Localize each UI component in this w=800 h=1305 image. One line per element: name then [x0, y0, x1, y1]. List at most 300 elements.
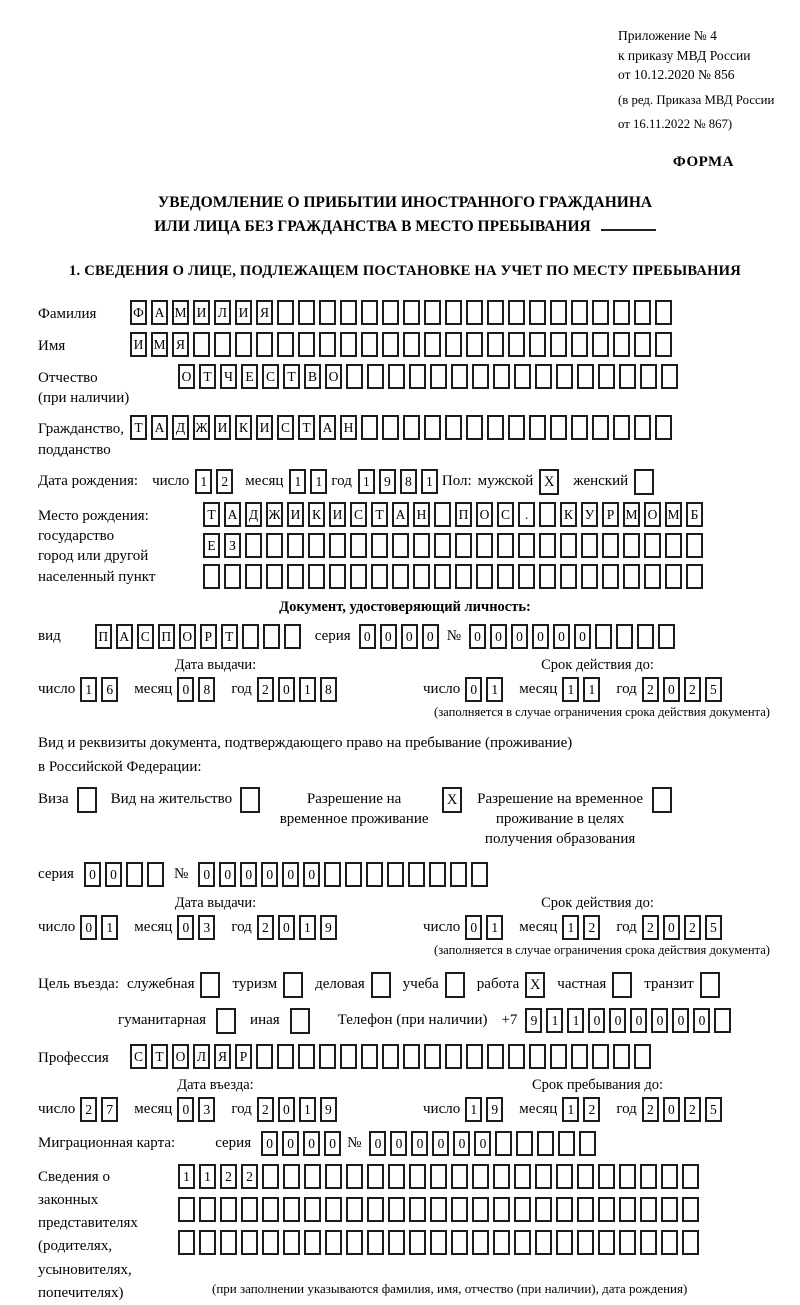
char-cell[interactable] [466, 300, 483, 325]
char-cell[interactable] [577, 1230, 594, 1255]
char-cell[interactable]: 2 [642, 915, 659, 940]
char-cell[interactable]: 0 [261, 862, 278, 887]
char-cell[interactable] [665, 564, 682, 589]
char-cell[interactable] [661, 1197, 678, 1222]
char-cell[interactable]: П [158, 624, 175, 649]
purpose-study-checkbox[interactable] [445, 972, 465, 998]
char-cell[interactable]: 1 [486, 677, 503, 702]
char-cell[interactable] [529, 1044, 546, 1069]
char-cell[interactable]: К [560, 502, 577, 527]
char-cell[interactable] [535, 364, 552, 389]
char-cell[interactable] [403, 415, 420, 440]
char-cell[interactable]: М [151, 332, 168, 357]
char-cell[interactable] [193, 332, 210, 357]
char-cell[interactable]: И [130, 332, 147, 357]
char-cell[interactable]: 0 [511, 624, 528, 649]
char-cell[interactable] [592, 332, 609, 357]
char-cell[interactable] [430, 1197, 447, 1222]
char-cell[interactable]: Т [283, 364, 300, 389]
char-cell[interactable]: Е [241, 364, 258, 389]
char-cell[interactable]: 0 [177, 1097, 194, 1122]
char-cell[interactable] [256, 1044, 273, 1069]
char-cell[interactable] [235, 332, 252, 357]
char-cell[interactable] [361, 300, 378, 325]
char-cell[interactable] [371, 564, 388, 589]
char-cell[interactable] [556, 364, 573, 389]
char-cell[interactable]: 1 [567, 1008, 584, 1033]
purpose-humanitarian-checkbox[interactable] [216, 1008, 236, 1034]
char-cell[interactable] [325, 1197, 342, 1222]
char-cell[interactable] [516, 1131, 533, 1156]
char-cell[interactable]: 2 [257, 1097, 274, 1122]
char-cell[interactable] [592, 300, 609, 325]
char-cell[interactable] [619, 1164, 636, 1189]
visa-checkbox[interactable] [77, 787, 97, 813]
char-cell[interactable] [598, 1197, 615, 1222]
char-cell[interactable] [571, 300, 588, 325]
char-cell[interactable] [508, 300, 525, 325]
purpose-tourism-checkbox[interactable] [283, 972, 303, 998]
char-cell[interactable] [403, 1044, 420, 1069]
char-cell[interactable] [592, 415, 609, 440]
char-cell[interactable] [661, 1230, 678, 1255]
char-cell[interactable] [325, 1164, 342, 1189]
char-cell[interactable]: Я [256, 300, 273, 325]
char-cell[interactable]: И [193, 300, 210, 325]
char-cell[interactable]: И [235, 300, 252, 325]
char-cell[interactable]: 0 [465, 677, 482, 702]
char-cell[interactable]: С [497, 502, 514, 527]
char-cell[interactable] [242, 624, 259, 649]
char-cell[interactable]: 0 [105, 862, 122, 887]
char-cell[interactable]: 2 [241, 1164, 258, 1189]
char-cell[interactable]: Д [172, 415, 189, 440]
char-cell[interactable] [388, 1164, 405, 1189]
char-cell[interactable]: Р [235, 1044, 252, 1069]
char-cell[interactable]: М [665, 502, 682, 527]
char-cell[interactable] [451, 1197, 468, 1222]
char-cell[interactable]: 1 [358, 469, 375, 494]
char-cell[interactable]: 2 [684, 677, 701, 702]
char-cell[interactable] [214, 332, 231, 357]
char-cell[interactable] [283, 1197, 300, 1222]
char-cell[interactable]: А [151, 415, 168, 440]
char-cell[interactable] [178, 1230, 195, 1255]
char-cell[interactable]: 3 [198, 1097, 215, 1122]
char-cell[interactable] [539, 502, 556, 527]
char-cell[interactable]: 1 [465, 1097, 482, 1122]
char-cell[interactable]: О [325, 364, 342, 389]
char-cell[interactable]: 0 [303, 1131, 320, 1156]
char-cell[interactable] [476, 564, 493, 589]
char-cell[interactable]: Ч [220, 364, 237, 389]
char-cell[interactable]: 3 [198, 915, 215, 940]
purpose-transit-checkbox[interactable] [700, 972, 720, 998]
char-cell[interactable]: 2 [642, 677, 659, 702]
char-cell[interactable]: 1 [199, 1164, 216, 1189]
char-cell[interactable]: 1 [562, 677, 579, 702]
char-cell[interactable]: 0 [630, 1008, 647, 1033]
char-cell[interactable] [493, 364, 510, 389]
char-cell[interactable] [472, 1197, 489, 1222]
temp-residence-checkbox[interactable]: X [442, 787, 462, 813]
char-cell[interactable] [388, 1230, 405, 1255]
char-cell[interactable]: А [151, 300, 168, 325]
char-cell[interactable] [550, 415, 567, 440]
char-cell[interactable] [424, 415, 441, 440]
char-cell[interactable] [476, 533, 493, 558]
char-cell[interactable] [424, 1044, 441, 1069]
char-cell[interactable] [283, 1230, 300, 1255]
char-cell[interactable]: 1 [421, 469, 438, 494]
char-cell[interactable]: Я [214, 1044, 231, 1069]
char-cell[interactable]: 0 [278, 1097, 295, 1122]
char-cell[interactable] [535, 1164, 552, 1189]
char-cell[interactable]: О [178, 364, 195, 389]
char-cell[interactable]: Ж [266, 502, 283, 527]
char-cell[interactable] [409, 1230, 426, 1255]
char-cell[interactable]: 9 [320, 1097, 337, 1122]
char-cell[interactable]: 0 [261, 1131, 278, 1156]
char-cell[interactable]: 1 [546, 1008, 563, 1033]
char-cell[interactable] [613, 300, 630, 325]
char-cell[interactable]: 0 [411, 1131, 428, 1156]
char-cell[interactable]: В [304, 364, 321, 389]
char-cell[interactable]: Я [172, 332, 189, 357]
char-cell[interactable]: 2 [216, 469, 233, 494]
char-cell[interactable] [535, 1197, 552, 1222]
char-cell[interactable]: 0 [651, 1008, 668, 1033]
char-cell[interactable]: 0 [380, 624, 397, 649]
char-cell[interactable] [367, 1164, 384, 1189]
char-cell[interactable] [556, 1197, 573, 1222]
char-cell[interactable]: 0 [693, 1008, 710, 1033]
temp-residence-education-checkbox[interactable] [652, 787, 672, 813]
char-cell[interactable] [487, 332, 504, 357]
char-cell[interactable] [346, 1164, 363, 1189]
char-cell[interactable] [487, 1044, 504, 1069]
char-cell[interactable]: Л [214, 300, 231, 325]
char-cell[interactable] [714, 1008, 731, 1033]
char-cell[interactable]: 0 [588, 1008, 605, 1033]
char-cell[interactable] [451, 364, 468, 389]
char-cell[interactable] [535, 1230, 552, 1255]
char-cell[interactable] [619, 1197, 636, 1222]
char-cell[interactable]: Т [199, 364, 216, 389]
char-cell[interactable] [298, 300, 315, 325]
char-cell[interactable] [277, 1044, 294, 1069]
char-cell[interactable]: Б [686, 502, 703, 527]
char-cell[interactable] [619, 1230, 636, 1255]
char-cell[interactable]: 5 [705, 915, 722, 940]
char-cell[interactable] [245, 533, 262, 558]
char-cell[interactable]: Л [193, 1044, 210, 1069]
char-cell[interactable] [623, 533, 640, 558]
char-cell[interactable]: 9 [525, 1008, 542, 1033]
char-cell[interactable]: 1 [80, 677, 97, 702]
char-cell[interactable] [361, 332, 378, 357]
char-cell[interactable] [324, 862, 341, 887]
char-cell[interactable]: 1 [583, 677, 600, 702]
char-cell[interactable]: 1 [486, 915, 503, 940]
char-cell[interactable] [220, 1230, 237, 1255]
char-cell[interactable]: 0 [324, 1131, 341, 1156]
char-cell[interactable]: 0 [240, 862, 257, 887]
char-cell[interactable] [346, 364, 363, 389]
char-cell[interactable] [413, 533, 430, 558]
char-cell[interactable] [634, 300, 651, 325]
char-cell[interactable] [655, 332, 672, 357]
char-cell[interactable] [640, 1164, 657, 1189]
char-cell[interactable] [613, 332, 630, 357]
char-cell[interactable] [598, 364, 615, 389]
char-cell[interactable]: 1 [299, 915, 316, 940]
char-cell[interactable] [245, 564, 262, 589]
char-cell[interactable]: С [137, 624, 154, 649]
char-cell[interactable] [497, 533, 514, 558]
char-cell[interactable]: 9 [320, 915, 337, 940]
char-cell[interactable] [577, 1164, 594, 1189]
char-cell[interactable] [579, 1131, 596, 1156]
char-cell[interactable] [329, 564, 346, 589]
char-cell[interactable]: 9 [486, 1097, 503, 1122]
char-cell[interactable]: Н [413, 502, 430, 527]
char-cell[interactable]: У [581, 502, 598, 527]
char-cell[interactable] [616, 624, 633, 649]
char-cell[interactable] [682, 1230, 699, 1255]
char-cell[interactable]: 2 [684, 915, 701, 940]
char-cell[interactable] [266, 564, 283, 589]
char-cell[interactable] [682, 1164, 699, 1189]
char-cell[interactable] [382, 300, 399, 325]
char-cell[interactable] [619, 364, 636, 389]
residence-permit-checkbox[interactable] [240, 787, 260, 813]
char-cell[interactable] [529, 332, 546, 357]
char-cell[interactable]: С [262, 364, 279, 389]
char-cell[interactable]: 1 [101, 915, 118, 940]
char-cell[interactable] [637, 624, 654, 649]
char-cell[interactable] [413, 564, 430, 589]
char-cell[interactable] [581, 533, 598, 558]
char-cell[interactable] [518, 533, 535, 558]
char-cell[interactable]: . [518, 502, 535, 527]
char-cell[interactable]: 0 [369, 1131, 386, 1156]
char-cell[interactable]: 6 [101, 677, 118, 702]
char-cell[interactable] [262, 1230, 279, 1255]
char-cell[interactable] [556, 1230, 573, 1255]
char-cell[interactable] [466, 1044, 483, 1069]
char-cell[interactable] [539, 564, 556, 589]
char-cell[interactable]: 0 [422, 624, 439, 649]
char-cell[interactable] [266, 533, 283, 558]
char-cell[interactable]: Т [203, 502, 220, 527]
char-cell[interactable] [550, 332, 567, 357]
char-cell[interactable]: 1 [289, 469, 306, 494]
char-cell[interactable] [346, 1197, 363, 1222]
char-cell[interactable]: И [256, 415, 273, 440]
char-cell[interactable] [571, 415, 588, 440]
char-cell[interactable] [455, 564, 472, 589]
char-cell[interactable] [199, 1197, 216, 1222]
char-cell[interactable] [408, 862, 425, 887]
char-cell[interactable]: Е [203, 533, 220, 558]
char-cell[interactable]: 0 [553, 624, 570, 649]
char-cell[interactable] [495, 1131, 512, 1156]
char-cell[interactable] [613, 415, 630, 440]
char-cell[interactable] [451, 1164, 468, 1189]
char-cell[interactable] [350, 564, 367, 589]
char-cell[interactable]: 8 [400, 469, 417, 494]
char-cell[interactable]: 0 [177, 915, 194, 940]
char-cell[interactable] [658, 624, 675, 649]
char-cell[interactable] [430, 1164, 447, 1189]
char-cell[interactable] [241, 1230, 258, 1255]
char-cell[interactable] [147, 862, 164, 887]
char-cell[interactable]: 2 [220, 1164, 237, 1189]
char-cell[interactable] [445, 332, 462, 357]
char-cell[interactable] [686, 564, 703, 589]
char-cell[interactable]: 0 [663, 677, 680, 702]
char-cell[interactable] [686, 533, 703, 558]
char-cell[interactable]: 1 [195, 469, 212, 494]
char-cell[interactable] [178, 1197, 195, 1222]
char-cell[interactable] [529, 415, 546, 440]
char-cell[interactable]: 0 [663, 1097, 680, 1122]
char-cell[interactable]: Ф [130, 300, 147, 325]
char-cell[interactable]: 0 [432, 1131, 449, 1156]
char-cell[interactable] [350, 533, 367, 558]
char-cell[interactable]: 9 [379, 469, 396, 494]
char-cell[interactable] [581, 564, 598, 589]
char-cell[interactable] [665, 533, 682, 558]
char-cell[interactable]: С [350, 502, 367, 527]
char-cell[interactable]: 2 [642, 1097, 659, 1122]
char-cell[interactable] [450, 862, 467, 887]
char-cell[interactable] [224, 564, 241, 589]
char-cell[interactable] [284, 624, 301, 649]
char-cell[interactable]: П [95, 624, 112, 649]
char-cell[interactable] [634, 332, 651, 357]
char-cell[interactable] [298, 332, 315, 357]
char-cell[interactable]: 1 [299, 1097, 316, 1122]
char-cell[interactable] [508, 415, 525, 440]
char-cell[interactable]: 5 [705, 677, 722, 702]
char-cell[interactable]: 0 [672, 1008, 689, 1033]
char-cell[interactable] [556, 1164, 573, 1189]
char-cell[interactable]: З [224, 533, 241, 558]
char-cell[interactable]: 1 [310, 469, 327, 494]
char-cell[interactable] [623, 564, 640, 589]
char-cell[interactable] [571, 1044, 588, 1069]
char-cell[interactable] [451, 1230, 468, 1255]
char-cell[interactable]: 0 [278, 677, 295, 702]
char-cell[interactable] [514, 364, 531, 389]
char-cell[interactable]: А [224, 502, 241, 527]
char-cell[interactable]: О [644, 502, 661, 527]
char-cell[interactable] [409, 1164, 426, 1189]
char-cell[interactable] [455, 533, 472, 558]
char-cell[interactable]: 5 [705, 1097, 722, 1122]
char-cell[interactable] [487, 300, 504, 325]
char-cell[interactable] [325, 1230, 342, 1255]
char-cell[interactable] [466, 332, 483, 357]
char-cell[interactable]: 0 [532, 624, 549, 649]
char-cell[interactable] [371, 533, 388, 558]
char-cell[interactable]: К [308, 502, 325, 527]
char-cell[interactable]: 0 [219, 862, 236, 887]
char-cell[interactable] [308, 533, 325, 558]
char-cell[interactable] [640, 1230, 657, 1255]
char-cell[interactable]: 2 [80, 1097, 97, 1122]
char-cell[interactable]: О [476, 502, 493, 527]
char-cell[interactable]: 2 [583, 915, 600, 940]
char-cell[interactable]: Т [221, 624, 238, 649]
char-cell[interactable] [472, 1164, 489, 1189]
char-cell[interactable]: А [392, 502, 409, 527]
char-cell[interactable] [361, 1044, 378, 1069]
char-cell[interactable]: 2 [684, 1097, 701, 1122]
char-cell[interactable] [655, 300, 672, 325]
male-checkbox[interactable]: X [539, 469, 559, 495]
char-cell[interactable] [403, 332, 420, 357]
char-cell[interactable]: С [130, 1044, 147, 1069]
char-cell[interactable] [514, 1230, 531, 1255]
char-cell[interactable]: Р [200, 624, 217, 649]
char-cell[interactable] [367, 1197, 384, 1222]
char-cell[interactable] [203, 564, 220, 589]
char-cell[interactable]: 7 [101, 1097, 118, 1122]
char-cell[interactable] [304, 1230, 321, 1255]
char-cell[interactable] [493, 1197, 510, 1222]
char-cell[interactable] [445, 300, 462, 325]
char-cell[interactable] [434, 502, 451, 527]
char-cell[interactable] [487, 415, 504, 440]
char-cell[interactable] [537, 1131, 554, 1156]
char-cell[interactable] [308, 564, 325, 589]
char-cell[interactable]: 0 [303, 862, 320, 887]
char-cell[interactable] [283, 1164, 300, 1189]
char-cell[interactable] [644, 533, 661, 558]
char-cell[interactable] [319, 300, 336, 325]
char-cell[interactable]: О [172, 1044, 189, 1069]
char-cell[interactable] [560, 564, 577, 589]
char-cell[interactable] [126, 862, 143, 887]
char-cell[interactable] [529, 300, 546, 325]
char-cell[interactable]: 0 [609, 1008, 626, 1033]
char-cell[interactable]: 0 [663, 915, 680, 940]
char-cell[interactable] [602, 564, 619, 589]
char-cell[interactable]: О [179, 624, 196, 649]
char-cell[interactable] [640, 364, 657, 389]
char-cell[interactable] [367, 1230, 384, 1255]
char-cell[interactable] [634, 415, 651, 440]
char-cell[interactable] [592, 1044, 609, 1069]
char-cell[interactable] [560, 533, 577, 558]
char-cell[interactable]: 0 [282, 1131, 299, 1156]
char-cell[interactable]: Т [130, 415, 147, 440]
char-cell[interactable] [518, 564, 535, 589]
char-cell[interactable] [256, 332, 273, 357]
char-cell[interactable] [434, 533, 451, 558]
char-cell[interactable] [655, 415, 672, 440]
char-cell[interactable] [424, 300, 441, 325]
char-cell[interactable]: М [623, 502, 640, 527]
char-cell[interactable]: И [214, 415, 231, 440]
char-cell[interactable]: Т [371, 502, 388, 527]
char-cell[interactable]: 0 [469, 624, 486, 649]
char-cell[interactable] [577, 364, 594, 389]
char-cell[interactable]: Т [151, 1044, 168, 1069]
